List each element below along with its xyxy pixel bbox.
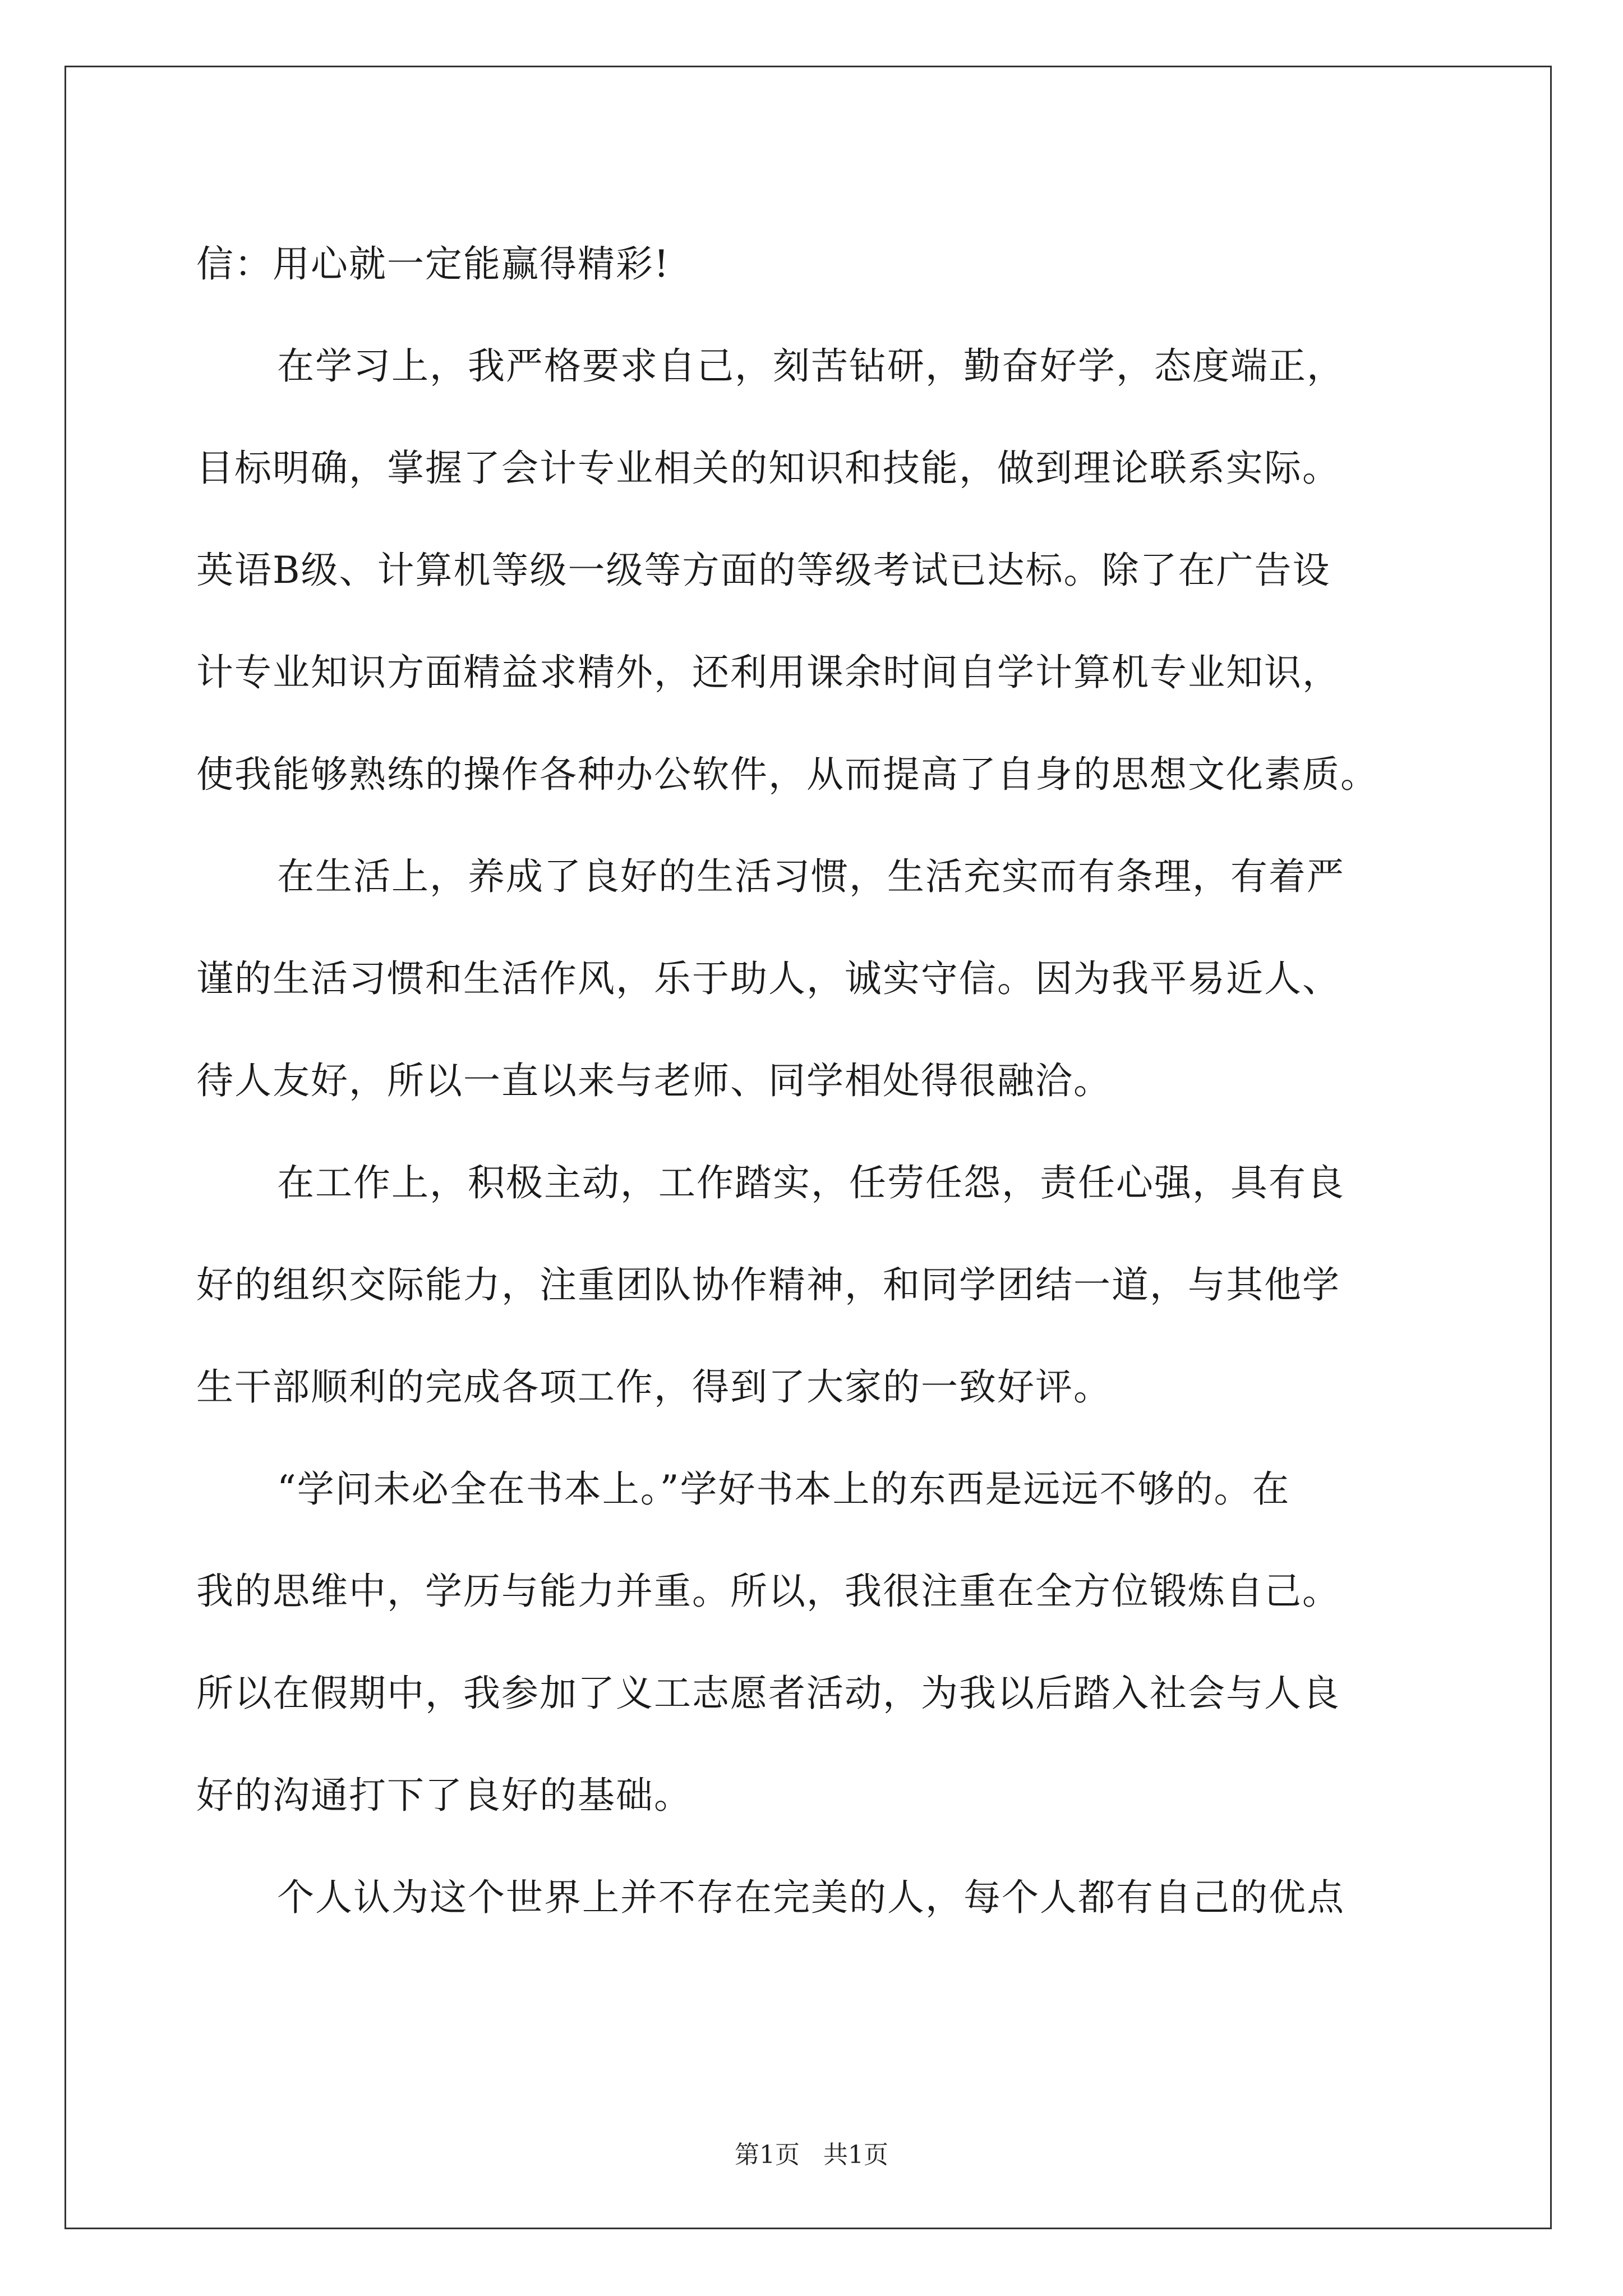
text-line: 在学习上，我严格要求自己，刻苦钻研，勤奋好学，态度端正， (277, 344, 1345, 388)
document-body (196, 213, 1436, 1949)
page-footer (0, 2134, 1623, 2170)
text-line: 谨的生活习惯和生活作风，乐于助人，诚实守信。因为我平易近人、 (196, 957, 1340, 1000)
text-line: 个人认为这个世界上并不存在完美的人，每个人都有自己的优点 (277, 1876, 1345, 1919)
text-line: 在生活上，养成了良好的生活习惯，生活充实而有条理，有着严 (277, 855, 1345, 898)
text-line: 目标明确，掌握了会计专业相关的知识和技能，做到理论联系实际。 (196, 447, 1340, 490)
text-line: 计专业知识方面精益求精外，还利用课余时间自学计算机专业知识， (196, 651, 1340, 694)
text-line: 使我能够熟练的操作各种办公软件，从而提高了自身的思想文化素质。 (196, 753, 1378, 796)
text-line: 待人友好，所以一直以来与老师、同学相处得很融洽。 (196, 1059, 1112, 1102)
text-line: 信：用心就一定能赢得精彩! (196, 242, 670, 286)
text-line: 生干部顺利的完成各项工作，得到了大家的一致好评。 (196, 1365, 1112, 1409)
text-line: 好的沟通打下了良好的基础。 (196, 1774, 692, 1817)
text-line: 在工作上，积极主动，工作踏实，任劳任怨，责任心强，具有良 (277, 1161, 1345, 1204)
text-line: 我的思维中，学历与能力并重。所以，我很注重在全方位锻炼自己。 (196, 1570, 1340, 1613)
text-line: 好的组织交际能力，注重团队协作精神，和同学团结一道，与其他学 (196, 1263, 1340, 1306)
text-line: 英语B级、计算机等级一级等方面的等级考试已达标。除了在广告设 (196, 549, 1331, 592)
page-number: 第1页 (735, 2141, 800, 2169)
page-total: 共1页 (823, 2141, 888, 2169)
text-line: “学问未必全在书本上。”学好书本上的东西是远远不够的。在 (277, 1467, 1290, 1511)
text-line: 所以在假期中，我参加了义工志愿者活动，为我以后踏入社会与人良 (196, 1672, 1340, 1715)
